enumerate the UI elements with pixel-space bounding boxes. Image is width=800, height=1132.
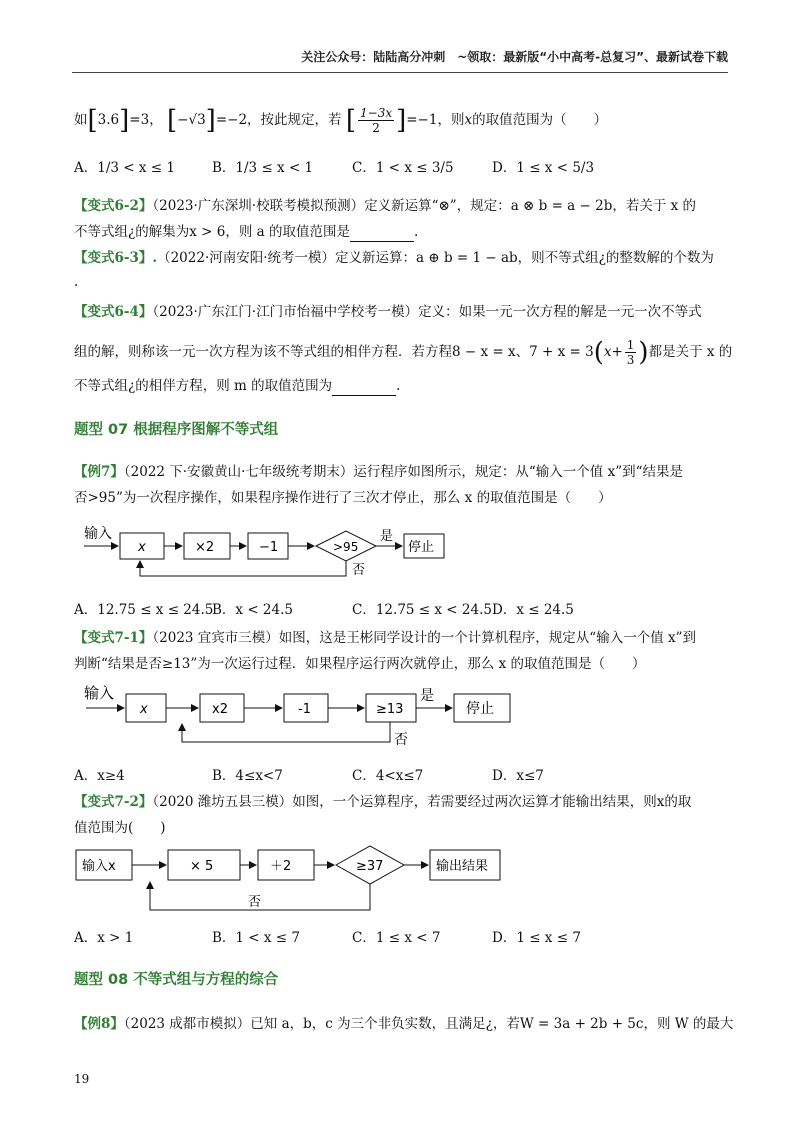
option-label: A． — [74, 160, 98, 176]
flow2-stop: 停止 — [466, 701, 494, 717]
flow2-box-times2: x2 — [212, 702, 228, 717]
flow2-yes-label: 是 — [420, 688, 434, 704]
question-intro: 如[3.6]=3， [−√3]=−2，按此规定，若 [ $\frac{1-3x}{2}$ ]=−1，则x的取值范围为（ ） — [74, 105, 608, 136]
variant-6-2: 【变式6-2】（2023·广东深圳·校联考模拟预测）定义新运算“⊗”，规定：a ⊗ b = a − 2b，若关于 x 的 — [74, 198, 697, 214]
flow2-box-minus1: -1 — [298, 702, 311, 717]
flow1-yes-label: 是 — [380, 529, 394, 544]
option-label: D． — [492, 602, 517, 618]
answer-blank[interactable] — [332, 381, 396, 396]
option-label: D． — [492, 930, 517, 946]
fraction: $\frac{1-3x}{2}$ — [360, 106, 393, 135]
option-c[interactable] — [352, 926, 440, 946]
option-label: D． — [492, 768, 517, 784]
variant-6-4: 【变式6-4】（2023·广东江门·江门市怡福中学校考一模）定义：如果一元一次方程的解是一元一次不等式 — [74, 304, 702, 320]
option-label: A． — [74, 602, 98, 618]
option-text: 1 ≤ x < 7 — [375, 930, 441, 946]
option-label: B． — [212, 602, 236, 618]
option-label: B． — [212, 160, 236, 176]
option-a[interactable] — [74, 598, 213, 618]
option-label: C． — [352, 930, 376, 946]
flow2-input: 输入 — [84, 684, 115, 702]
option-a[interactable] — [74, 156, 175, 176]
flow2-no-label: 否 — [394, 732, 408, 748]
page-header: 关注公众号：陆陆高分冲刺 ~领取：最新版“小中高考-总复习”、最新试卷下载 — [301, 50, 728, 64]
variant-6-4-line3: 不等式组¿的相伴方程，则 m 的取值范围为 . — [74, 378, 401, 394]
flowchart-1 — [84, 526, 444, 578]
variant-6-3: 【变式6-3】.（2022·河南安阳·统考一模）定义新运算：a ⊕ b = 1 − ab，则不等式组¿的整数解的个数为 — [74, 250, 714, 266]
flow3-box-times5: × 5 — [190, 859, 214, 874]
option-text: 1/3 < x ≤ 1 — [97, 160, 175, 176]
fraction: $\frac{1}{3}$ — [626, 338, 635, 367]
option-text: 1/3 ≤ x < 1 — [235, 160, 314, 176]
flowchart-3 — [76, 846, 500, 910]
option-text: 12.75 ≤ x < 24.5 — [375, 602, 492, 618]
flow3-no-label: 否 — [248, 895, 262, 910]
option-text: 1 < x ≤ 7 — [235, 930, 301, 946]
option-label: C． — [352, 160, 376, 176]
option-label: C． — [352, 768, 376, 784]
flow1-no-label: 否 — [352, 563, 366, 578]
option-text: x≥4 — [97, 768, 125, 784]
flow3-box-plus2: ＋2 — [270, 859, 292, 874]
flow2-condition: ≥13 — [376, 702, 404, 717]
option-label: B． — [212, 930, 236, 946]
variant-6-4-line2: 组的解，则称该一元一次方程为该不等式组的相伴方程．若方程8 − x = x、7 + x = 3(x+ $\frac{1}{3}$ )都是关于 x 的 — [74, 337, 733, 368]
option-d[interactable] — [492, 598, 574, 618]
flow1-box-minus1: −1 — [259, 540, 279, 555]
answer-blank[interactable] — [350, 227, 414, 242]
option-label: C． — [352, 602, 376, 618]
option-a[interactable] — [74, 764, 125, 784]
option-c[interactable] — [352, 598, 492, 618]
flow1-box-times2: ×2 — [195, 540, 215, 555]
option-text: x≤7 — [516, 768, 544, 784]
option-label: A． — [74, 930, 98, 946]
option-b[interactable] — [212, 598, 293, 618]
flow1-condition: >95 — [333, 540, 359, 554]
flow2-box-x: x — [140, 702, 148, 717]
flow3-output: 输出结果 — [436, 859, 489, 874]
option-text: x < 24.5 — [235, 602, 293, 618]
variant-7-1: 【变式7-1】（2023 宜宾市三模）如图，这是王彬同学设计的一个计算机程序，规定从“输入一个值 x”到 — [74, 630, 696, 646]
option-text: 12.75 ≤ x ≤ 24.5 — [97, 602, 214, 618]
example-8: 【例8】（2023 成都市模拟）已知 a，b，c 为三个非负实数，且满足¿，若W = 3a + 2b + 5c，则 W 的最大 — [74, 1016, 734, 1032]
option-d[interactable] — [492, 156, 594, 176]
option-d[interactable] — [492, 926, 581, 946]
variant-7-2: 【变式7-2】（2020 潍坊五县三模）如图，一个运算程序，若需要经过两次运算才能输出结果，则x的取 — [74, 794, 692, 810]
option-text: 1 ≤ x ≤ 7 — [516, 930, 581, 946]
header-divider — [72, 72, 728, 73]
flow1-input: 输入 — [84, 526, 112, 542]
option-a[interactable] — [74, 926, 133, 946]
option-text: 1 < x ≤ 3/5 — [375, 160, 454, 176]
variant-6-3-line2: . — [74, 274, 79, 290]
option-text: 4≤x<7 — [235, 768, 283, 784]
option-text: 4<x≤7 — [375, 768, 424, 784]
flow1-box-x: x — [138, 540, 146, 555]
variant-6-2-line2: 不等式组¿的解集为x > 6，则 a 的取值范围是 . — [74, 224, 419, 240]
flowchart-2 — [84, 684, 510, 748]
flow3-input: 输入x — [82, 859, 116, 874]
option-c[interactable] — [352, 156, 454, 176]
flow3-condition: ≥37 — [356, 859, 384, 874]
option-b[interactable] — [212, 764, 283, 784]
option-label: B． — [212, 768, 236, 784]
option-text: x > 1 — [97, 930, 134, 946]
option-b[interactable] — [212, 926, 300, 946]
example-7-line2: 否>95”为一次程序操作，如果程序操作进行了三次才停止，那么 x 的取值范围是（ ） — [74, 490, 612, 506]
variant-7-1-line2: 判断“结果是否≥13”为一次运行过程．如果程序运行两次就停止，那么 x 的取值范围是（ ） — [74, 656, 646, 672]
option-text: 1 ≤ x < 5/3 — [516, 160, 595, 176]
option-b[interactable] — [212, 156, 313, 176]
section-title-08: 题型 08 不等式组与方程的综合 — [74, 972, 279, 988]
variant-7-2-line2: 值范围为( ) — [74, 820, 166, 836]
option-text: x ≤ 24.5 — [516, 602, 574, 618]
example-7: 【例7】（2022 下·安徽黄山·七年级统考期末）运行程序如图所示，规定：从“输入一个值 x”到“结果是 — [74, 464, 683, 480]
option-c[interactable] — [352, 764, 423, 784]
option-label: A． — [74, 768, 98, 784]
section-title-07: 题型 07 根据程序图解不等式组 — [74, 422, 279, 438]
option-label: D． — [492, 160, 517, 176]
page-number: 19 — [74, 1072, 90, 1086]
flow1-stop: 停止 — [408, 540, 435, 555]
option-d[interactable] — [492, 764, 544, 784]
